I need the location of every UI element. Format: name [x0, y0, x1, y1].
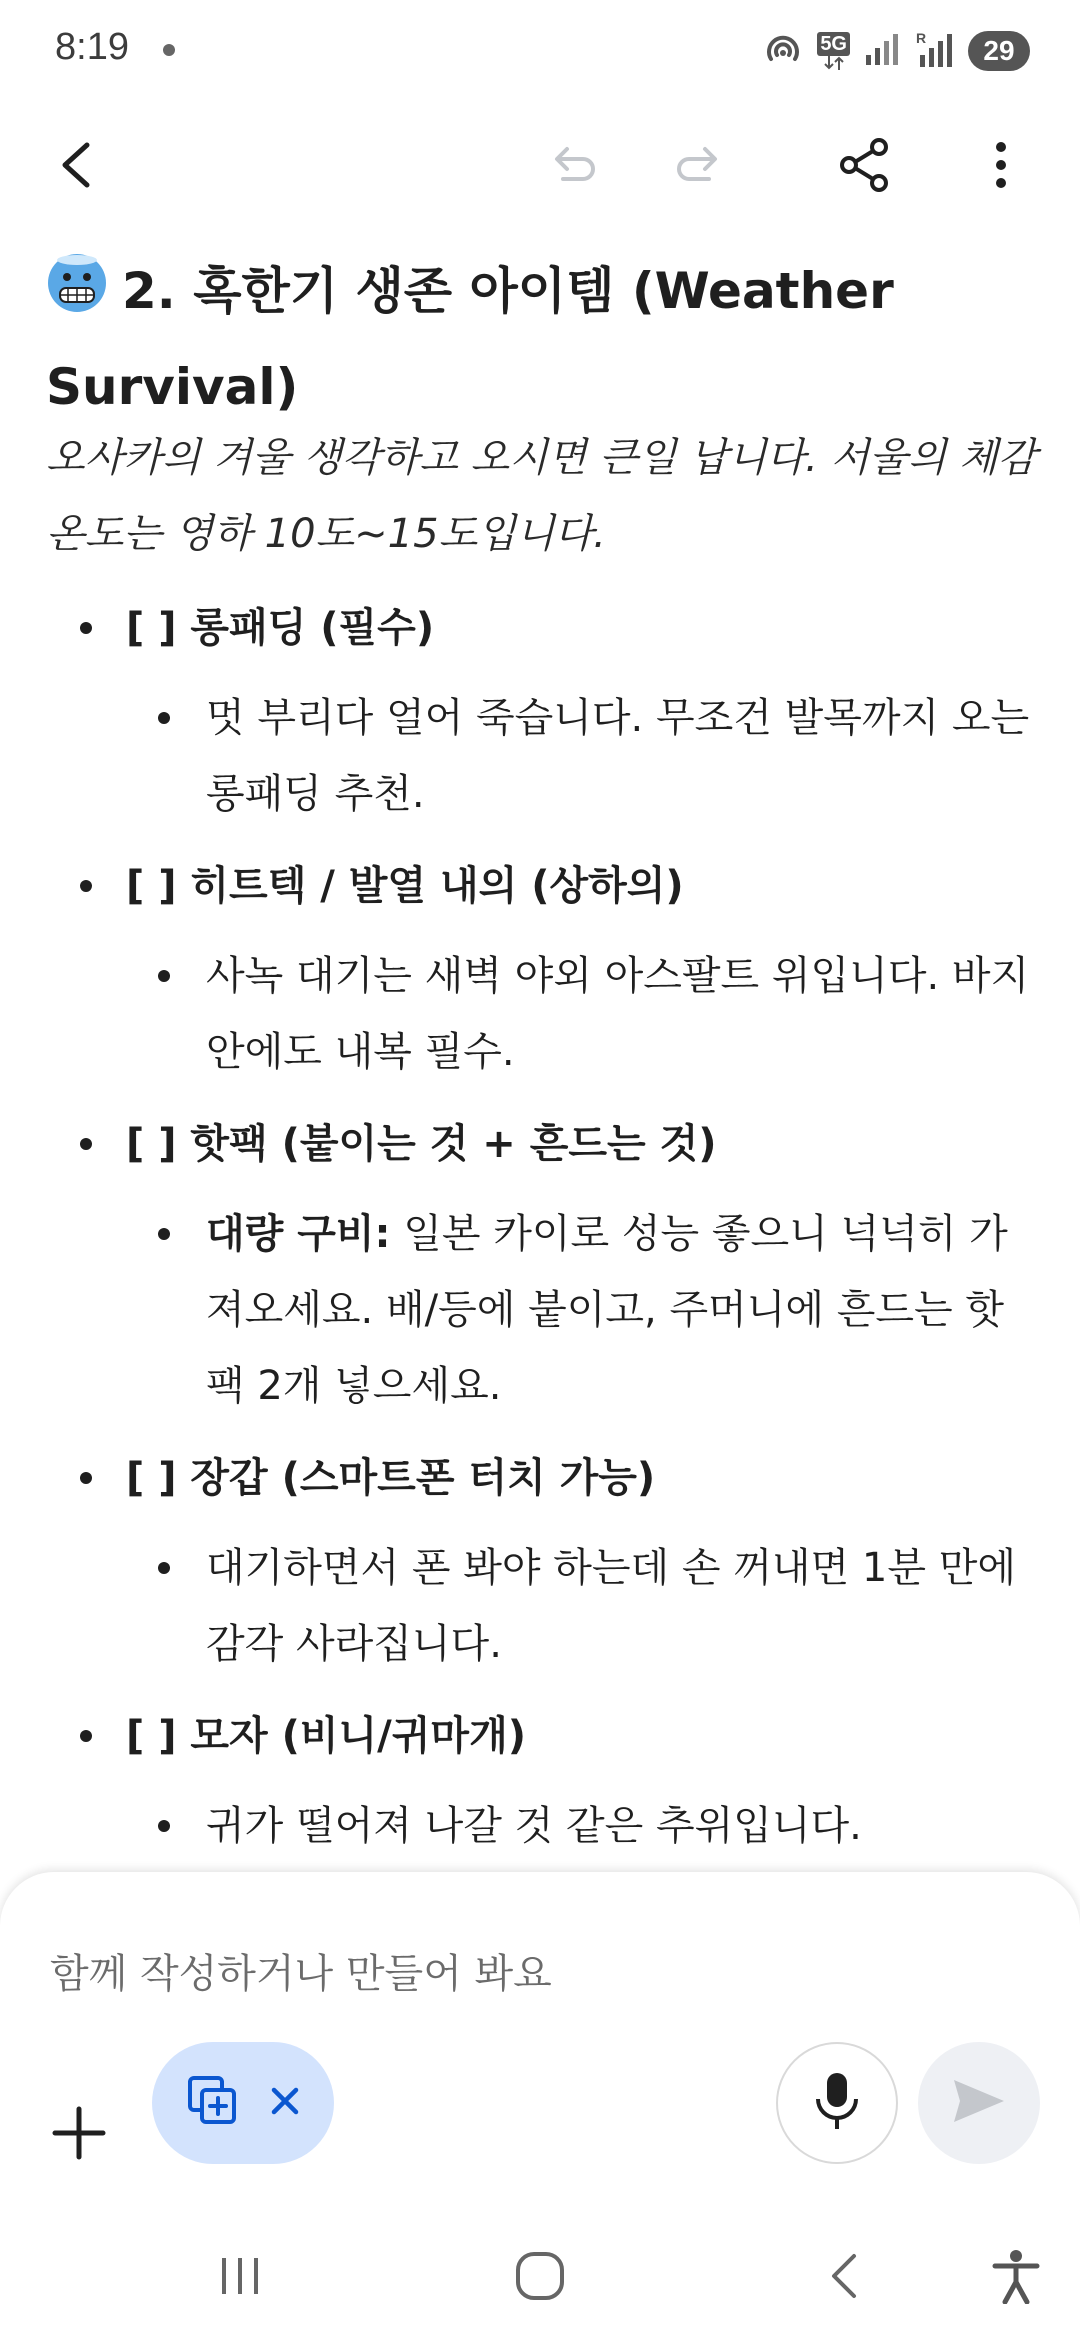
composer-panel — [0, 1872, 1080, 2212]
item-title: [ ] 장갑 (스마트폰 터치 가능) — [126, 1440, 1040, 1516]
nav-back-icon[interactable] — [806, 2236, 886, 2316]
document-content — [0, 220, 1080, 1870]
accessibility-icon[interactable] — [976, 2236, 1056, 2316]
5g-icon — [817, 32, 850, 70]
canvas-chip[interactable] — [152, 2042, 334, 2164]
mic-button[interactable] — [776, 2042, 898, 2164]
sub-item — [126, 680, 1040, 832]
item-title: [ ] 핫팩 (붙이는 것 + 흔드는 것) — [126, 1106, 1040, 1182]
signal-roaming-icon — [914, 29, 954, 73]
sub-item-text: 대기하면서 폰 봐야 하는데 손 꺼내면 1분 만에 감각 사라집니다. — [206, 1545, 1016, 1667]
sub-item-text: 사녹 대기는 새벽 야외 아스팔트 위입니다. 바지 안에도 내복 필수. — [206, 953, 1030, 1075]
back-arrow-icon[interactable] — [44, 130, 114, 200]
status-icons — [763, 26, 1030, 76]
more-vert-icon[interactable] — [966, 130, 1036, 200]
status-time: 8:19 — [55, 26, 129, 68]
item-title: [ ] 히트텍 / 발열 내의 (상하의) — [126, 848, 1040, 924]
sub-item-text: 일본 카이로 성능 좋으니 넉넉히 가져오세요. 배/등에 붙이고, 주머니에 흔드는 핫팩 2개 넣으세요. — [206, 1211, 1008, 1409]
section-heading — [46, 246, 1046, 432]
svg-text:R: R — [916, 30, 927, 46]
intro-paragraph: 오사카의 겨울 생각하고 오시면 큰일 납니다. 서울의 체감 온도는 영하 10도~15도입니다. — [46, 435, 1037, 557]
close-icon[interactable] — [270, 2086, 300, 2120]
network-label: 5G — [817, 32, 850, 56]
canvas-add-icon — [186, 2074, 240, 2132]
item-title: [ ] 롱패딩 (필수) — [126, 590, 1040, 666]
cold-face-emoji — [46, 252, 108, 342]
sub-item-text: 귀가 떨어져 나갈 것 같은 추위입니다. — [206, 1803, 862, 1849]
battery-icon: 29 — [968, 31, 1030, 71]
list-item — [0, 1440, 1080, 1682]
sub-item — [126, 1530, 1040, 1682]
sub-item-text: 멋 부리다 얼어 죽습니다. 무조건 발목까지 오는 롱패딩 추천. — [206, 695, 1030, 817]
signal-icon — [864, 31, 900, 71]
top-toolbar — [0, 110, 1080, 220]
home-icon[interactable] — [500, 2236, 580, 2316]
sub-item-bold: 대량 구비: — [206, 1211, 391, 1257]
list-item — [0, 848, 1080, 1090]
mic-icon — [812, 2071, 862, 2135]
sub-item — [126, 1788, 1040, 1864]
sub-item — [126, 1196, 1040, 1424]
list-item — [0, 1698, 1080, 1864]
recents-icon[interactable] — [200, 2236, 280, 2316]
list-item — [0, 1106, 1080, 1424]
hotspot-icon — [763, 29, 803, 73]
item-title: [ ] 모자 (비니/귀마개) — [126, 1698, 1040, 1774]
list-item — [0, 590, 1080, 832]
system-nav-bar — [0, 2212, 1080, 2340]
plus-icon[interactable] — [44, 2098, 114, 2168]
undo-icon[interactable] — [534, 130, 604, 200]
prompt-input[interactable]: 함께 작성하거나 만들어 봐요 — [50, 1951, 552, 1997]
status-bar — [0, 0, 1080, 100]
send-icon — [952, 2078, 1006, 2128]
checklist — [0, 590, 1080, 1870]
share-icon[interactable] — [830, 130, 900, 200]
send-button[interactable] — [918, 2042, 1040, 2164]
notification-dot — [163, 44, 175, 56]
redo-icon[interactable] — [668, 130, 738, 200]
section-heading-text: 2. 혹한기 생존 아이템 (Weather Survival) — [46, 262, 894, 416]
sub-item — [126, 938, 1040, 1090]
